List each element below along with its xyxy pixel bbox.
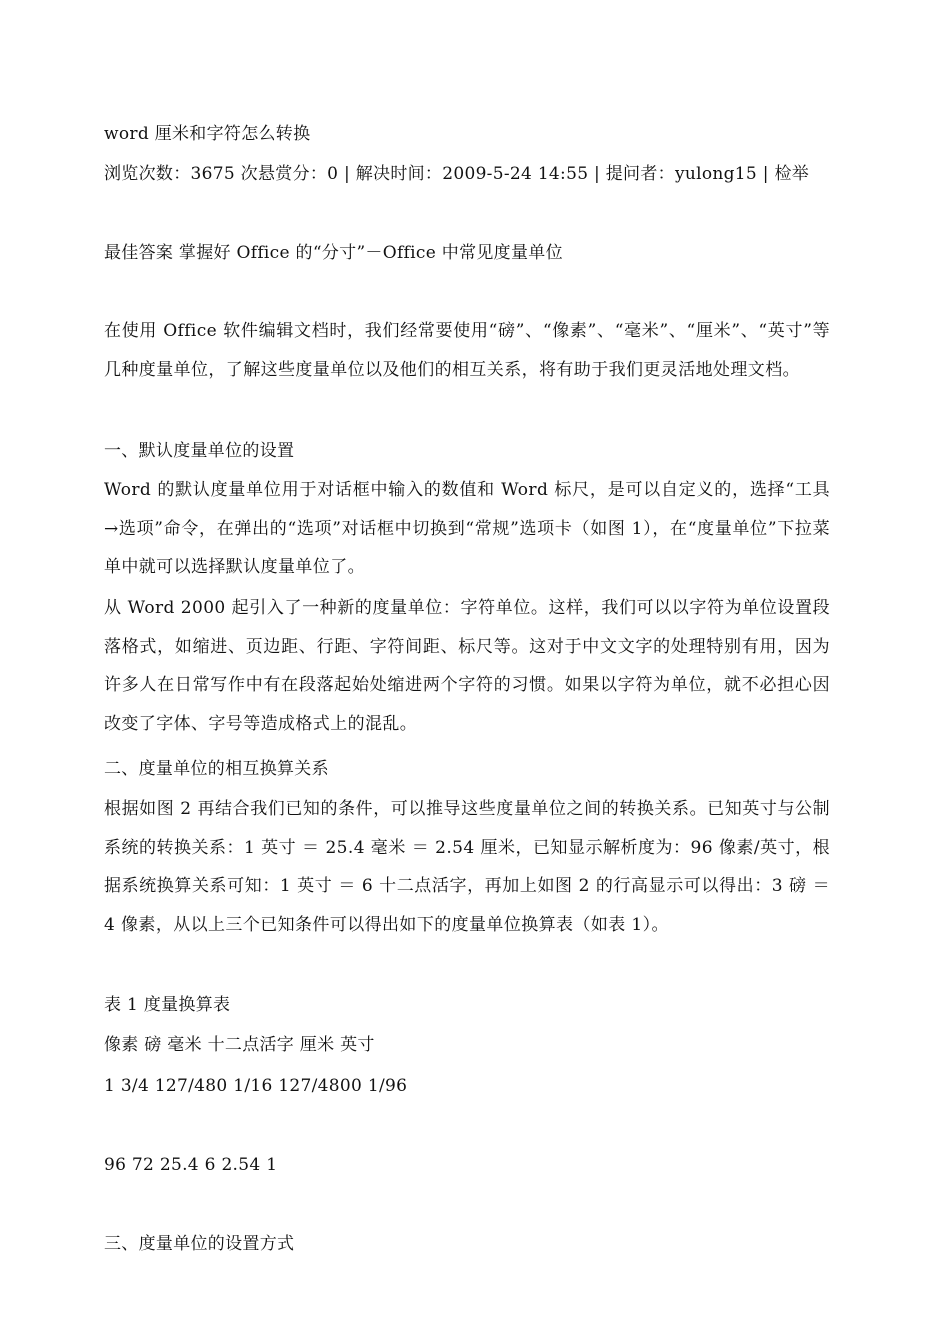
section-2-paragraph-1: 根据如图 2 再结合我们已知的条件，可以推导这些度量单位之间的转换关系。已知英寸与公制系统的转换关系：1 英寸 ＝ 25.4 毫米 ＝ 2.54 厘米，已知显示解析度为：96 像素/英寸，根据系统换算关系可知：1 英寸 ＝ 6 十二点活字，再加上如图 2 的行高显示可以得出：3 磅 ＝ 4 像素，从以上三个已知条件可以得出如下的度量单位换算表（如表 1）。 [104,799,830,935]
table-caption: 表 1 度量换算表 [104,995,231,1015]
intro-paragraph: 在使用 Office 软件编辑文档时，我们经常要使用“磅”、“像素”、“毫米”、“厘米”、“英寸”等几种度量单位，了解这些度量单位以及他们的相互关系，将有助于我们更灵活地处理文档。 [104,321,830,380]
page-title: word 厘米和字符怎么转换 [104,124,311,144]
section-1-paragraph-1: Word 的默认度量单位用于对话框中输入的数值和 Word 标尺，是可以自定义的，选择“工具→选项”命令，在弹出的“选项”对话框中切换到“常规”选项卡（如图 1），在“度量单位”下拉菜单中就可以选择默认度量单位了。 [104,480,830,577]
table-row: 1 3/4 127/480 1/16 127/4800 1/96 [104,1076,408,1096]
section-1-paragraph-2: 从 Word 2000 起引入了一种新的度量单位：字符单位。这样，我们可以以字符为单位设置段落格式，如缩进、页边距、行距、字符间距、标尺等。这对于中文文字的处理特别有用，因为许多人在日常写作中有在段落起始处缩进两个字符的习惯。如果以字符为单位，就不必担心因改变了字体、字号等造成格式上的混乱。 [104,598,830,734]
best-answer-heading: 最佳答案 掌握好 Office 的“分寸”－Office 中常见度量单位 [104,243,563,263]
section-1-heading: 一、默认度量单位的设置 [104,441,295,461]
table-header-row: 像素 磅 毫米 十二点活字 厘米 英寸 [104,1035,375,1055]
table-row: 96 72 25.4 6 2.54 1 [104,1155,278,1175]
question-meta: 浏览次数：3675 次悬赏分：0 | 解决时间：2009-5-24 14:55 | 提问者：yulong15 | 检举 [104,164,810,184]
section-3-heading: 三、度量单位的设置方式 [104,1234,295,1254]
section-2-heading: 二、度量单位的相互换算关系 [104,759,329,779]
